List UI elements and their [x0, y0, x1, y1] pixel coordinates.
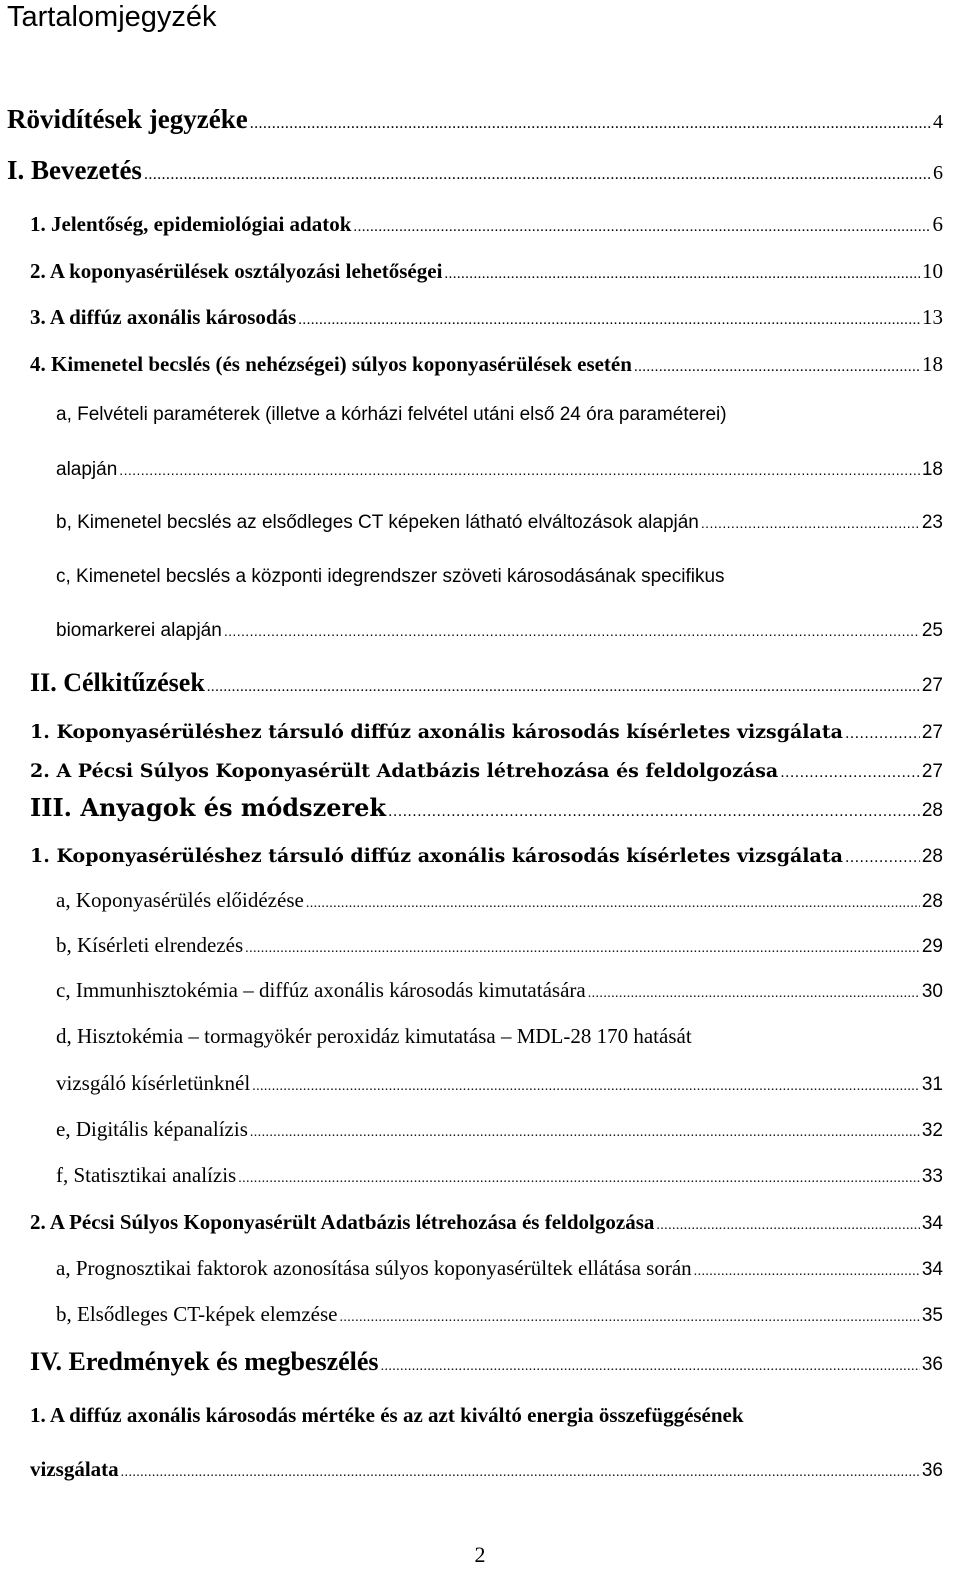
toc-leader	[353, 213, 930, 241]
toc-leader	[298, 306, 920, 334]
toc-entry	[30, 1208, 943, 1240]
toc-entry-text: b, Elsődleges CT-képek elemzése	[56, 1302, 338, 1326]
toc-entry	[56, 1069, 943, 1101]
toc-leader	[634, 353, 920, 381]
toc-entry-page: 25	[921, 620, 943, 641]
toc-entry-text: 1. Koponyasérüléshez társuló diffúz axonális károsodás kísérletes vizsgálata	[30, 845, 843, 867]
toc-entry	[7, 153, 943, 192]
page-title: Tartalomjegyzék	[7, 1, 217, 33]
toc-leader	[207, 671, 920, 703]
toc-entry-page: 35	[921, 1305, 943, 1326]
toc-entry-page: 27	[921, 675, 943, 696]
toc-entry-page: 33	[921, 1166, 943, 1187]
toc-leader	[780, 760, 920, 786]
toc-entry-page: 6	[933, 162, 943, 184]
toc-entry-text: IV. Eredmények és megbeszélés	[30, 1347, 379, 1376]
toc-entry	[30, 1401, 943, 1429]
toc-entry	[56, 976, 943, 1008]
toc-entry-text: c, Kimenetel becslés a központi idegrendszer szöveti károsodásának specifikus	[56, 566, 725, 587]
toc-leader	[306, 890, 920, 918]
toc-entry	[30, 210, 943, 241]
toc-entry	[56, 402, 943, 428]
toc-leader	[444, 260, 920, 288]
toc-entry	[56, 457, 943, 483]
toc-leader	[845, 845, 920, 871]
toc-entry-text: 2. A Pécsi Súlyos Koponyasérült Adatbázis létrehozása és feldolgozása	[30, 1210, 655, 1234]
toc-entry-page: 36	[921, 1354, 943, 1375]
toc-entry-text: a, Prognosztikai faktorok azonosítása súlyos koponyasérültek ellátása során	[56, 1256, 692, 1280]
toc-entry-text: 1. Jelentőség, epidemiológiai adatok	[30, 212, 352, 236]
toc-entry-text: I. Bevezetés	[7, 155, 142, 185]
toc-leader	[694, 1258, 920, 1286]
toc-entry	[30, 758, 943, 786]
toc-entry	[30, 1455, 943, 1487]
toc-entry-page: 34	[921, 1213, 943, 1234]
toc-leader	[701, 510, 920, 536]
toc-entry-text: c, Immunhisztokémia – diffúz axonális károsodás kimutatására	[56, 978, 586, 1002]
toc-entry	[56, 1161, 943, 1193]
toc-entry-page: 28	[921, 846, 943, 867]
toc-leader	[121, 1459, 920, 1487]
toc-entry	[56, 1300, 943, 1332]
toc-entry-text: e, Digitális képanalízis	[56, 1117, 248, 1141]
toc-entry-page: 28	[921, 800, 943, 821]
toc-entry	[30, 257, 943, 288]
toc-leader	[845, 721, 920, 747]
toc-entry-text: alapján	[56, 459, 118, 480]
toc-entry-page: 32	[921, 1120, 943, 1141]
toc-entry	[30, 843, 943, 871]
toc-entry-page: 29	[921, 936, 943, 957]
toc-entry-page: 18	[921, 459, 943, 480]
toc-entry-page: 18	[922, 352, 943, 376]
toc-leader	[388, 796, 920, 828]
toc-entry	[56, 886, 943, 918]
toc-entry	[56, 931, 943, 963]
toc-entry-text: f, Statisztikai analízis	[56, 1163, 237, 1187]
toc-entry	[56, 618, 943, 644]
toc-entry-page: 31	[921, 1074, 943, 1095]
toc-entry-page: 23	[921, 512, 943, 533]
toc-leader	[238, 1165, 920, 1193]
toc-entry	[7, 102, 943, 141]
toc-entry	[56, 1254, 943, 1286]
toc-entry-text: d, Hisztokémia – tormagyökér peroxidáz kimutatása – MDL-28 170 hatását	[56, 1024, 692, 1048]
toc-entry-text: vizsgáló kísérletünknél	[56, 1071, 251, 1095]
toc-entry-page: 36	[921, 1460, 943, 1481]
toc-entry-text: III. Anyagok és módszerek	[30, 793, 387, 822]
toc-entry-page: 27	[921, 722, 943, 743]
toc-leader	[119, 457, 920, 483]
toc-entry-text: a, Felvételi paraméterek (illetve a kórházi felvétel utáni első 24 óra paraméterei)	[56, 404, 727, 425]
toc-entry-page: 34	[921, 1259, 943, 1280]
toc-leader	[250, 107, 931, 141]
toc-entry-page: 4	[933, 111, 943, 133]
toc-entry	[56, 510, 943, 536]
toc-entry-page: 28	[921, 891, 943, 912]
page-number: 2	[474, 1542, 486, 1567]
toc-entry-text: b, Kísérleti elrendezés	[56, 933, 244, 957]
toc-leader	[144, 158, 931, 192]
toc-leader	[381, 1351, 920, 1383]
toc-leader	[656, 1212, 919, 1240]
toc-entry-page: 6	[932, 212, 943, 236]
toc-entry-text: vizsgálata	[30, 1457, 119, 1481]
toc-entry-text: 3. A diffúz axonális károsodás	[30, 305, 297, 329]
toc-entry	[30, 667, 943, 703]
toc-entry-text: 2. A koponyasérülések osztályozási lehetőségei	[30, 259, 443, 283]
toc-entry-page: 30	[921, 981, 943, 1002]
toc-entry-text: biomarkerei alapján	[56, 620, 222, 641]
toc-entry-page: 27	[921, 761, 943, 782]
toc-leader	[245, 935, 920, 963]
toc-entry-text: b, Kimenetel becslés az elsődleges CT képeken látható elváltozások alapján	[56, 512, 699, 533]
toc-leader	[252, 1073, 920, 1101]
toc-leader	[250, 1119, 920, 1147]
toc-entry-text: 1. A diffúz axonális károsodás mértéke és az azt kiváltó energia összefüggésének	[30, 1403, 744, 1427]
toc-entry-page: 13	[922, 305, 943, 329]
toc-entry	[30, 792, 943, 828]
toc-entry-text: 4. Kimenetel becslés (és nehézségei) súlyos koponyasérülések esetén	[30, 352, 632, 376]
toc-leader	[588, 980, 920, 1008]
toc-entry-text: 1. Koponyasérüléshez társuló diffúz axonális károsodás kísérletes vizsgálata	[30, 721, 843, 743]
toc-entry	[56, 564, 943, 590]
toc-leader	[224, 618, 920, 644]
toc-entry-text: 2. A Pécsi Súlyos Koponyasérült Adatbázis létrehozása és feldolgozása	[30, 760, 779, 782]
toc-entry-text: II. Célkitűzések	[30, 668, 205, 697]
toc-leader	[339, 1304, 919, 1332]
toc-entry	[30, 1346, 943, 1383]
toc-entry	[30, 719, 943, 747]
toc-entry-page: 10	[922, 259, 943, 283]
toc-entry-text: Rövidítések jegyzéke	[7, 104, 248, 134]
toc-entry-text: a, Koponyasérülés előidézése	[56, 888, 304, 912]
toc-entry	[30, 350, 943, 381]
toc-entry	[56, 1022, 943, 1050]
toc-entry	[30, 303, 943, 334]
toc-entry	[56, 1115, 943, 1147]
